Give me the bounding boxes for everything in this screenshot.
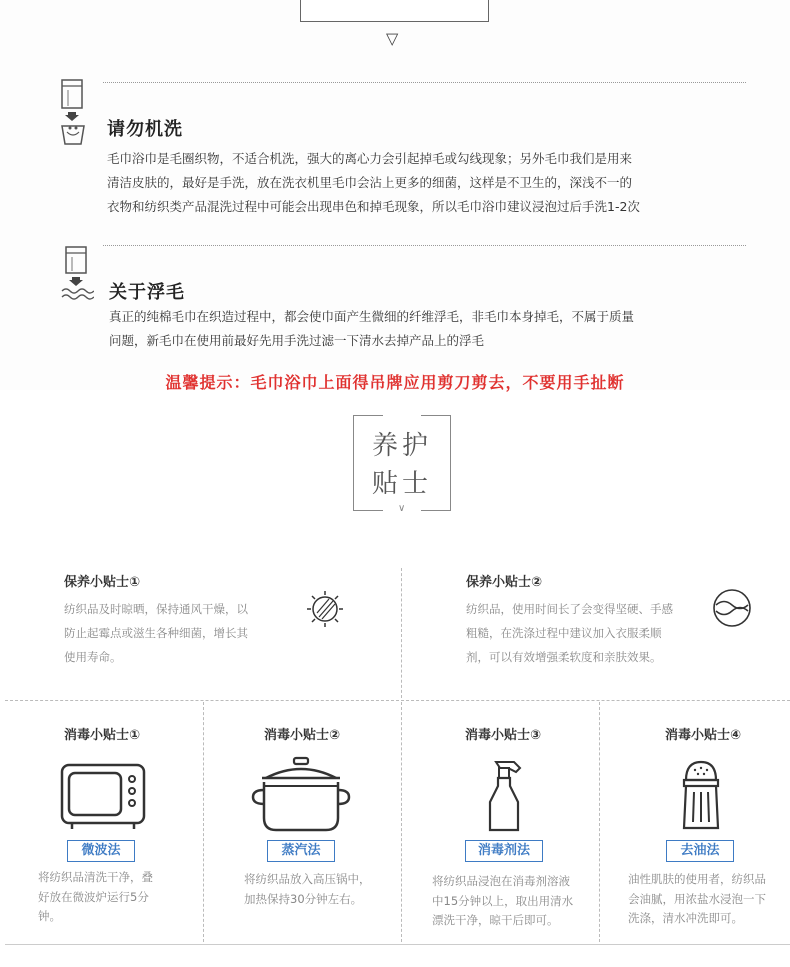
section-title-line2: 贴士 <box>371 469 432 499</box>
divider <box>103 82 746 83</box>
maintenance-tip-title-1: 保养小贴士① <box>64 575 141 590</box>
sun-icon <box>305 589 345 629</box>
disinfection-tip-body-2: 将纺织品放入高压锅中， 加热保持30分钟左右。 <box>244 872 371 906</box>
method-label-steam: 蒸汽法 <box>267 840 335 862</box>
disinfection-tip-body-4: 油性肌肤的使用者，纺织品 会油腻，用浓盐水浸泡一下 洗涤，清水冲洗即可。 <box>628 872 766 925</box>
section-title <box>353 415 451 513</box>
grid-divider <box>401 568 402 698</box>
grid-divider <box>599 702 600 942</box>
disinfection-tip-title-1: 消毒小贴士① <box>64 728 141 743</box>
disinfection-tip-body-3: 将纺织品浸泡在消毒剂溶液 中15分钟以上，取出用清水 漂洗干净，晾干后即可。 <box>432 874 574 927</box>
care-body-1: 毛巾浴巾是毛圈织物，不适合机洗，强大的离心力会引起掉毛或勾线现象；另外毛巾我们是用来 清洁皮肤的，最好是手洗，放在洗衣机里毛巾会沾上更多的细菌，这样是不卫生的，深浅不一的 衣物和纺织类产品混洗过程中可能会出现串色和掉毛现象，所以毛巾浴巾建议浸泡过后手洗1-2次 <box>107 151 640 214</box>
care-heading-2: 关于浮毛 <box>109 282 185 303</box>
grid-divider <box>5 700 790 701</box>
grid-divider <box>203 702 204 942</box>
microwave-icon <box>60 763 146 831</box>
care-body-2: 真正的纯棉毛巾在织造过程中，都会使巾面产生微细的纤维浮毛，非毛巾本身掉毛，不属于质量 问题，新毛巾在使用前最好先用手洗过滤一下清水去掉产品上的浮毛 <box>109 309 635 348</box>
disinfection-tip-body-1: 将纺织品清洗干净，叠 好放在微波炉运行5分 钟。 <box>38 870 153 923</box>
section-title-line1: 养护 <box>371 431 432 461</box>
top-tab-frame <box>300 0 489 22</box>
disinfection-tip-title-2: 消毒小贴士② <box>264 728 341 743</box>
method-label-microwave: 微波法 <box>67 840 135 862</box>
disinfection-tip-title-3: 消毒小贴士③ <box>465 728 542 743</box>
pressure-cooker-icon <box>250 756 352 834</box>
salt-shaker-icon <box>680 760 722 832</box>
spray-bottle-icon <box>486 760 526 832</box>
loose-fibers-icon <box>58 245 94 305</box>
grid-divider <box>5 944 790 945</box>
no-machine-wash-icon <box>58 78 88 148</box>
disinfection-tip-title-4: 消毒小贴士④ <box>665 728 742 743</box>
maintenance-tip-title-2: 保养小贴士② <box>466 575 543 590</box>
care-heading-1: 请勿机洗 <box>107 119 183 140</box>
grid-divider <box>401 702 402 942</box>
maintenance-tip-body-2: 纺织品，使用时间长了会变得坚硬、手感 粗糙，在洗涤过程中建议加入衣服柔顺 剂，可以有效增强柔软度和亲肤效果。 <box>466 602 673 664</box>
down-triangle-icon: ▽ <box>386 29 399 48</box>
chevron-down-icon: ∨ <box>398 503 406 514</box>
method-label-degrease: 去油法 <box>666 840 734 862</box>
maintenance-tip-body-1: 纺织品及时晾晒，保持通风干燥，以 防止起霉点或滋生各种细菌，增长其 使用寿命。 <box>64 602 248 664</box>
softener-icon <box>711 588 753 628</box>
method-label-disinfectant: 消毒剂法 <box>465 840 543 862</box>
divider <box>103 245 746 246</box>
warning-text: 温馨提示：毛巾浴巾上面得吊牌应用剪刀剪去，不要用手扯断 <box>165 373 625 392</box>
